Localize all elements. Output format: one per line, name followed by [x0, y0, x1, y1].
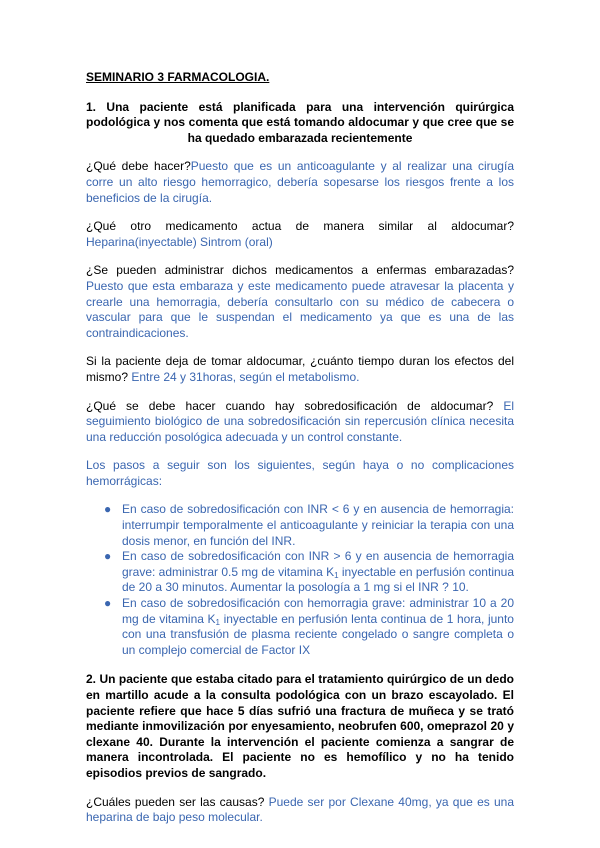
document-content [86, 70, 514, 839]
steps-intro: Los pasos a seguir son los siguientes, según haya o no complicaciones hemorrágicas: [86, 458, 514, 488]
answer-text: Puesto que es un anticoagulante y al realizar una cirugía corre un alto riesgo hemorragico, debería sopesarse los riesgos frente a los beneficios de la cirugía. [86, 159, 514, 205]
list-item-text: En caso de sobredosificación con INR > 6 y en ausencia de hemorragia grave: administrar 0.5 mg de vitamina K [122, 549, 514, 579]
question-text: ¿Qué otro medicamento actua de manera similar al aldocumar? [86, 219, 514, 234]
list-item [86, 596, 514, 658]
s1-qa-5 [86, 399, 514, 446]
list-item-text: En caso de sobredosificación con hemorragia grave: administrar 10 a 20 mg de vitamina K [122, 596, 514, 626]
bullet-icon: ● [104, 549, 112, 564]
s1-qa-4 [86, 354, 514, 385]
s2-qa-1 [86, 795, 514, 826]
list-item-text: En caso de sobredosificación con INR < 6 y en ausencia de hemorragia: interrumpir temporalmente el anticoagulante y reiniciar la terapia con una dosis menor, en función del INR. [122, 502, 514, 548]
list-item [86, 502, 514, 549]
subscript: 1 [215, 617, 220, 627]
answer-text: Puede ser por Clexane 40mg, ya que es una heparina de bajo peso molecular. [86, 794, 515, 825]
subscript: 1 [334, 570, 339, 580]
answer-text: El seguimiento biológico de una sobredosificación sin repercusión clínica necesita una reducción posológica adecuada y un control constante. [86, 398, 514, 444]
question-text: ¿Qué debe hacer? [86, 159, 191, 174]
list-item [86, 549, 514, 596]
section1-heading: 1. Una paciente está planificada para una intervención quirúrgica podológica y nos comenta que está tomando aldocumar y que cree que se ha quedado embarazada recientemente [86, 99, 514, 145]
bullet-icon: ● [104, 502, 112, 517]
s1-qa-1 [86, 159, 514, 206]
list-item-text: inyectable en perfusión lenta continua de 1 hora, junto con una transfusión de plasma reciente congelado o sangre completa o un complejo comercial de Factor IX [122, 611, 514, 657]
s1-qa-3 [86, 263, 514, 341]
question-text: ¿Cuáles pueden ser las causas? [86, 794, 269, 809]
question-text: Si la paciente deja de tomar aldocumar, ¿cuánto tiempo duran los efectos del mismo? [86, 354, 514, 384]
answer-text: Heparina(inyectable) Sintrom (oral) [86, 234, 273, 249]
document-title: SEMINARIO 3 FARMACOLOGIA. [86, 70, 270, 84]
answer-text: Puesto que esta embaraza y este medicamento puede atravesar la placenta y crearle una hemorragia, debería consultarlo con su médico de cabecera o vascular para que le suspendan el medicamento ya que es una de las contraindicaciones. [86, 278, 514, 340]
question-text: ¿Qué se debe hacer cuando hay sobredosificación de aldocumar? [86, 398, 504, 413]
s1-qa-2 [86, 219, 514, 250]
question-text: ¿Se pueden administrar dichos medicamentos a enfermas embarazadas? [86, 263, 514, 278]
overdose-steps-list [86, 502, 514, 658]
section2-heading: 2. Un paciente que estaba citado para el tratamiento quirúrgico de un dedo en martillo acude a la consulta podológica con un brazo escayolado. El paciente refiere que hace 5 días sufrió una fractura de muñeca y se trató mediante inmovilización por enyesamiento, neobrufen 600, omeprazol 20 y clexane 40. Durante la intervención el paciente comienza a sangrar de manera incontrolada. El paciente no es hemofílico y no ha tenido episodios previos de sangrado. [86, 672, 514, 780]
list-item-text: inyectable en perfusión continua de 20 a 30 minutos. Aumentar la posología a 1 mg si el INR ? 10. [122, 564, 514, 595]
bullet-icon: ● [104, 596, 112, 611]
answer-text: Entre 24 y 31horas, según el metabolismo. [131, 369, 360, 384]
